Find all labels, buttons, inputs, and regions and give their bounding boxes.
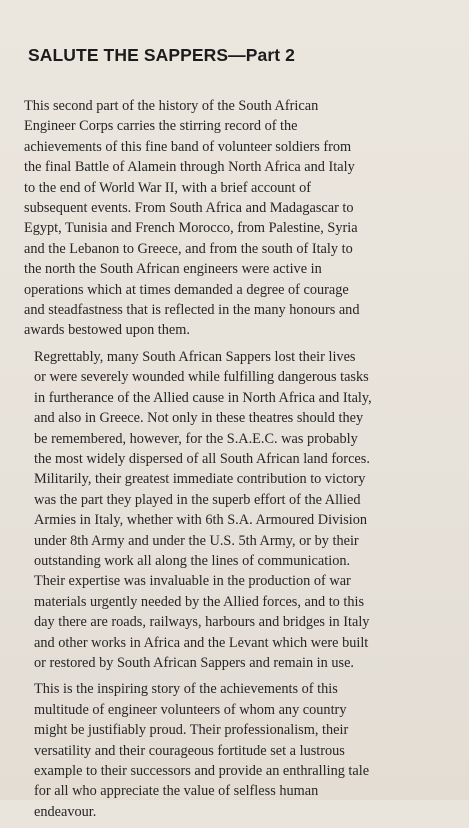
text-line: for all who appreciate the value of selfless human [34,783,319,800]
blurb-text [24,96,456,828]
text-line: Their expertise was invaluable in the production of war [34,573,351,590]
text-line: achievements of this fine band of volunteer soldiers from [24,138,352,155]
text-line: to the end of World War II, with a brief account of [24,179,311,196]
text-line: Regrettably, many South African Sappers lost their lives [34,348,356,365]
paragraph-2 [24,347,456,674]
text-line: awards bestowed upon them. [24,322,190,339]
page-title: SALUTE THE SAPPERS—Part 2 [28,45,295,65]
text-line: the most widely dispersed of all South African land forces. [34,450,370,467]
text-line: Egypt, Tunisia and French Morocco, from Palestine, Syria [24,220,358,237]
text-line: example to their successors and provide an enthralling tale [34,763,370,779]
text-line: under 8th Army and under the U.S. 5th Army, or by their [34,532,359,549]
text-line: and the Lebanon to Greece, and from the south of Italy to [24,240,353,257]
text-line: subsequent events. From South Africa and Madagascar to [24,200,354,217]
text-line: and other works in Africa and the Levant which were built [34,634,369,651]
text-line: This is the inspiring story of the achievements of this [34,681,338,698]
paragraph-3 [24,679,456,822]
text-line: operations which at times demanded a degree of courage [24,281,349,298]
text-line: or restored by South African Sappers and remain in use. [34,654,355,671]
text-line: Militarily, their greatest immediate contribution to victory [34,471,366,488]
paragraph-1 [24,96,456,341]
text-line: This second part of the history of the South African [24,98,319,114]
text-line: versatility and their courageous fortitude set a lustrous [34,742,345,759]
text-line: multitude of engineer volunteers of whom any country [34,701,347,718]
text-line: be remembered, however, for the S.A.E.C. was probably [34,430,358,447]
text-line: and steadfastness that is reflected in the many honours and [24,302,360,319]
text-line: materials urgently needed by the Allied forces, and to this [34,593,365,610]
text-line: and also in Greece. Not only in these theatres should they [34,410,364,427]
text-line: the final Battle of Alamein through North Africa and Italy [24,159,355,176]
text-line: the north the South African engineers were active in [24,261,322,278]
text-line: or were severely wounded while fulfilling dangerous tasks [34,369,369,386]
text-line: day there are roads, railways, harbours and bridges in Italy [34,614,370,631]
text-line: outstanding work all along the lines of communication. [34,552,351,569]
text-line: Armies in Italy, whether with 6th S.A. Armoured Division [34,512,368,529]
text-line: was the part they played in the superb effort of the Allied [34,491,361,508]
text-line: Engineer Corps carries the stirring record of the [24,118,298,135]
text-line: in furtherance of the Allied cause in North Africa and Italy, [34,389,372,406]
text-line: might be justifiably proud. Their professionalism, their [34,722,349,739]
text-line: endeavour. [34,803,97,820]
